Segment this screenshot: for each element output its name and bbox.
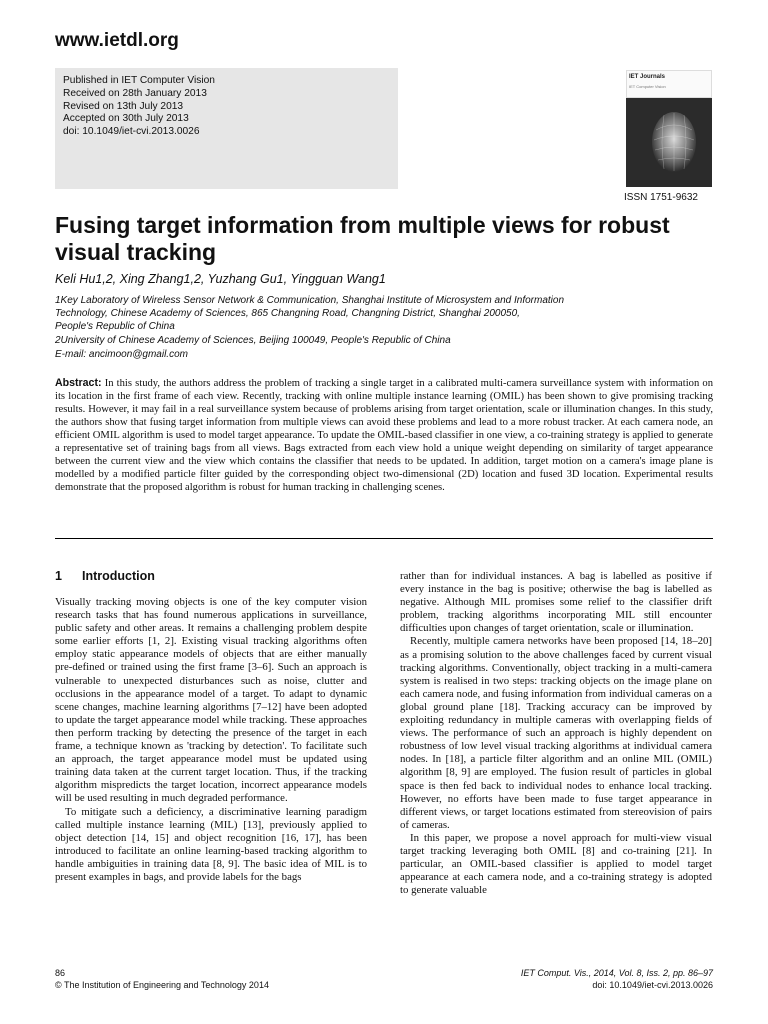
cover-journal-label: IET Journals <box>629 74 666 80</box>
paper-title: Fusing target information from multiple views for robust visual tracking <box>55 212 670 265</box>
section-number: 1 <box>55 569 62 583</box>
paragraph: Visually tracking moving objects is one of the key computer vision research tasks that has found numerous applications in surveillance, public safety and other areas. It remains a challenging problem despite some earlier efforts [1, 2]. Existing visual tracking algorithms often employ static appearance models of objects that are either manually pre-defined or trained using the first frame [3–6]. Such an approach is vulnerable to unexpected disturbances such as noise, clutter and occlusions in the appearance model of a target. To adapt to dynamic scene changes, machine learning algorithms [7–12] have been adopted to update the target appearance model while tracking. These approaches then perform tracking by detecting the presence of the target in each frame, a technique known as 'tracking by detection'. To facilitate such an approach, the target appearance model must be updated using training data taken at the current target location. Thus, if the tracking algorithm mispredicts the target location, incorrect appearance models will be used resulting in much degraded performance. <box>55 596 367 805</box>
section-heading <box>55 569 155 583</box>
affiliation-line-1: 1Key Laboratory of Wireless Sensor Network & Communication, Shanghai Institute of Microsystem and Information <box>55 295 565 306</box>
cover-title-label: IET Computer Vision <box>629 84 666 89</box>
page-number: 86 <box>55 968 66 978</box>
affiliation-line-2: Technology, Chinese Academy of Sciences, 865 Changning Road, Changning District, Shanghai 200050, <box>55 308 520 319</box>
head-scan-icon <box>626 70 712 187</box>
abstract-label: Abstract: <box>55 377 102 389</box>
footer-doi: doi: 10.1049/iet-cvi.2013.0026 <box>592 980 713 990</box>
paragraph: To mitigate such a deficiency, a discriminative learning paradigm called multiple instance learning (MIL) [13], previously applied to object detection [14, 15] and object recognition [16, 17], has been introduced to facilitate an online learning-based tracking algorithm to handle ambiguities in training data [8, 9]. The basic idea of MIL is to present examples in bags, and provide labels for the bags <box>55 805 367 883</box>
copyright: © The Institution of Engineering and Technology 2014 <box>55 980 269 990</box>
paragraph: rather than for individual instances. A bag is labelled as positive if every instance in the bag is positive; otherwise the bag is labelled as negative. Although MIL promises some relief to the classifier drift problem, tracking algorithms incorporating MIL still encounter difficulties upon changes of target orientation, scale or illumination. <box>400 570 712 635</box>
affiliation-line-4: 2University of Chinese Academy of Sciences, Beijing 100049, People's Republic of China <box>55 335 451 346</box>
published-in: Published in IET Computer Vision <box>63 75 215 86</box>
email[interactable]: E-mail: ancimoon@gmail.com <box>55 349 188 360</box>
abstract <box>55 377 713 494</box>
revised-date: Revised on 13th July 2013 <box>63 100 184 112</box>
publication-info-box <box>55 68 398 189</box>
issn: ISSN 1751-9632 <box>624 192 698 203</box>
left-column <box>55 596 367 884</box>
doi: doi: 10.1049/iet-cvi.2013.0026 <box>63 126 200 138</box>
affiliation-line-3: People's Republic of China <box>55 321 175 332</box>
accepted-date: Accepted on 30th July 2013 <box>63 113 189 125</box>
journal-cover-image <box>626 70 712 187</box>
paragraph: In this paper, we propose a novel approach for multi-view visual target tracking leveraging both OMIL [8] and co-training [21]. In particular, an OMIL-based classifier is applied to model target appearance at each camera node, and a co-training strategy is adopted to generate valuable <box>400 831 712 897</box>
paragraph: Recently, multiple camera networks have been proposed [14, 18–20] as a promising solution to the above challenges faced by current visual tracking algorithms. Conventionally, object tracking in a multi-camera system is realised in two steps: tracking objects on the image plane on each camera node, and fusing information from individual cameras on a global ground plane [18]. Tracking accuracy can be improved by exploiting redundancy in multiple cameras with overlapping fields of views. The performance of such an approach is highly dependent on robustness of low level visual tracking algorithms at individual camera nodes. In [18], a particle filter algorithm and an online MIL (OMIL) algorithm [8, 9] are employed. The fusion result of particles in global space is then fed back to individual nodes to enhance local tracking. However, no efforts have been made to fuse target appearance in different views, or target locations estimated from stereovision of pairs of cameras. <box>400 635 712 831</box>
abstract-text: In this study, the authors address the problem of tracking a single target in a calibrated multi-camera surveillance system with information on its location in the first frame of each view. Recently, tracking with online multiple instance learning (OMIL) has been shown to give promising tracking results. However, it may fail in a real surveillance system because of problems arising from target orientation, scale or illumination changes. In this study, the authors show that fusing target information from multiple views can avoid these problems and lead to a more robust tracker. At each camera node, an efficient OMIL algorithm is used to model target appearance. To update the OMIL-based classifier in one view, a co-training strategy is applied to generate a representative set of training bags from all views. Bags extracted from each view hold a unique weight depending on similarity of target appearance between the current view and the view which contains the classifier that needs to be updated. In addition, target motion on a camera's image plane is modelled by a modified particle filter guided by the corresponding object two-dimensional (2D) location and fused 3D location. Experimental results demonstrate that the proposed algorithm is robust for human tracking in challenging scenes. <box>55 378 713 493</box>
right-column <box>400 570 712 897</box>
citation: IET Comput. Vis., 2014, Vol. 8, Iss. 2, pp. 86–97 <box>520 968 713 978</box>
authors: Keli Hu1,2, Xing Zhang1,2, Yuzhang Gu1, Yingguan Wang1 <box>55 272 386 286</box>
site-url[interactable]: www.ietdl.org <box>55 30 179 51</box>
divider <box>55 538 713 539</box>
received-date: Received on 28th January 2013 <box>63 87 207 99</box>
section-title: Introduction <box>82 569 155 583</box>
